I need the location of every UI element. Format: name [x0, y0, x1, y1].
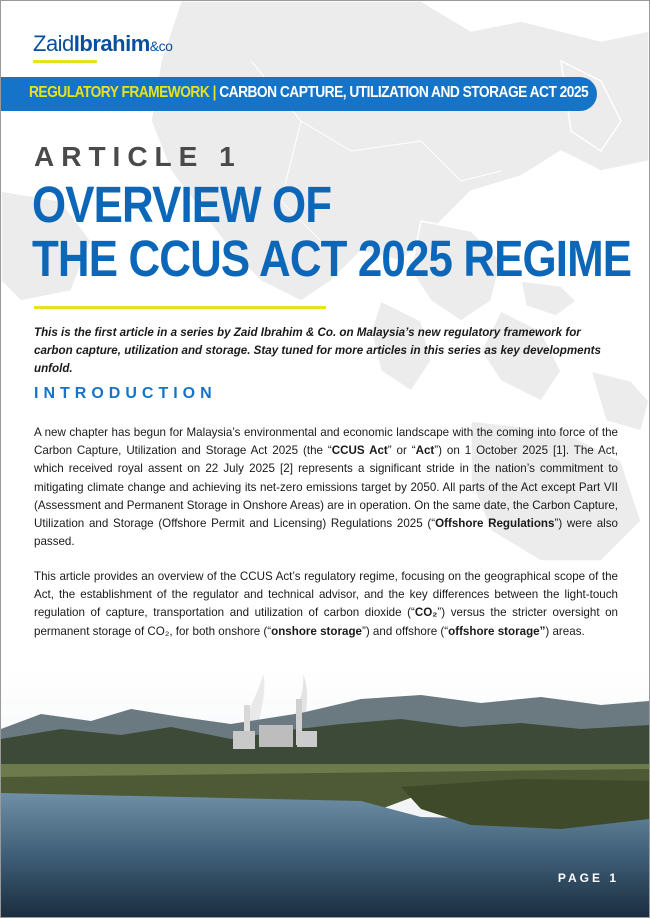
- p2-text-c: ”) versus the stricter oversight on permanent storage of CO₂, for both onshore (“: [34, 606, 619, 638]
- banner-category: REGULATORY FRAMEWORK |: [29, 84, 216, 101]
- p2-term-co2: CO₂: [414, 606, 438, 620]
- p1-text-a: A new chapter has begun for Malaysia’s environmental and economic landscape with the coming into force of the Carbon Capture, Utilization and Storage Act 2025 (the “: [34, 426, 618, 458]
- article-title: [32, 178, 631, 286]
- p1-text-c: ” or “: [387, 444, 416, 458]
- page-number: PAGE 1: [557, 871, 619, 885]
- introduction-paragraph-1: [34, 424, 618, 551]
- title-line-1: OVERVIEW OF: [32, 176, 332, 233]
- p1-text-g: ”) were also passed.: [34, 517, 618, 549]
- title-divider: [34, 306, 326, 309]
- p2-text-e: ”) and offshore (“: [361, 624, 449, 638]
- header-banner: [1, 77, 597, 111]
- introduction-paragraph-2: [34, 568, 618, 641]
- logo-text-zaid: Zaid: [33, 31, 74, 56]
- p2-text-a: This article provides an overview of the CCUS Act’s regulatory regime, focusing on the geographical scope of the Act, the establishment of the regulator and technical advisor, and the key differences between the light-touch regulation of capture, transportation and utilization of carbon dioxide (“: [34, 570, 618, 620]
- p1-text-e: ”) on 1 October 2025 [1]. The Act, which received royal assent on 22 July 2025 [2] represents a significant stride in the nation’s commitment to mitigating climate change and achieving its net-zero emissions target by 2050. All parts of the Act except Part VII (Assessment and Permanent Storage in Onshore Areas) are in operation. On the same date, the Carbon Capture, Utilization and Storage (Offshore Permit and Licensing) Regulations 2025 (“: [34, 444, 618, 531]
- logo-underline: [33, 60, 97, 63]
- p1-term-ccus-act: CCUS Act: [331, 444, 388, 458]
- p1-term-offshore-regulations: Offshore Regulations: [435, 517, 555, 531]
- logo-text-ibrahim: Ibrahim: [73, 31, 150, 56]
- p2-text-g: ) areas.: [545, 624, 585, 638]
- company-logo: [33, 31, 172, 57]
- series-intro: This is the first article in a series by Zaid Ibrahim & Co. on Malaysia’s new regulatory framework for carbon capture, utilization and storage. Stay tuned for more articles in this series as key developments unfold.: [34, 326, 601, 375]
- title-line-2: THE CCUS ACT 2025 REGIME: [32, 230, 632, 287]
- section-heading-introduction: INTRODUCTION: [34, 385, 217, 402]
- power-plant-landscape-photo: [1, 669, 649, 917]
- p2-term-offshore-storage: offshore storage”: [448, 624, 546, 638]
- logo-text-co: &co: [149, 38, 173, 54]
- p1-term-act: Act: [415, 444, 435, 458]
- banner-subject: CARBON CAPTURE, UTILIZATION AND STORAGE ACT 2025: [219, 84, 589, 101]
- article-number: ARTICLE 1: [34, 141, 242, 172]
- p2-term-onshore-storage: onshore storage: [271, 624, 362, 638]
